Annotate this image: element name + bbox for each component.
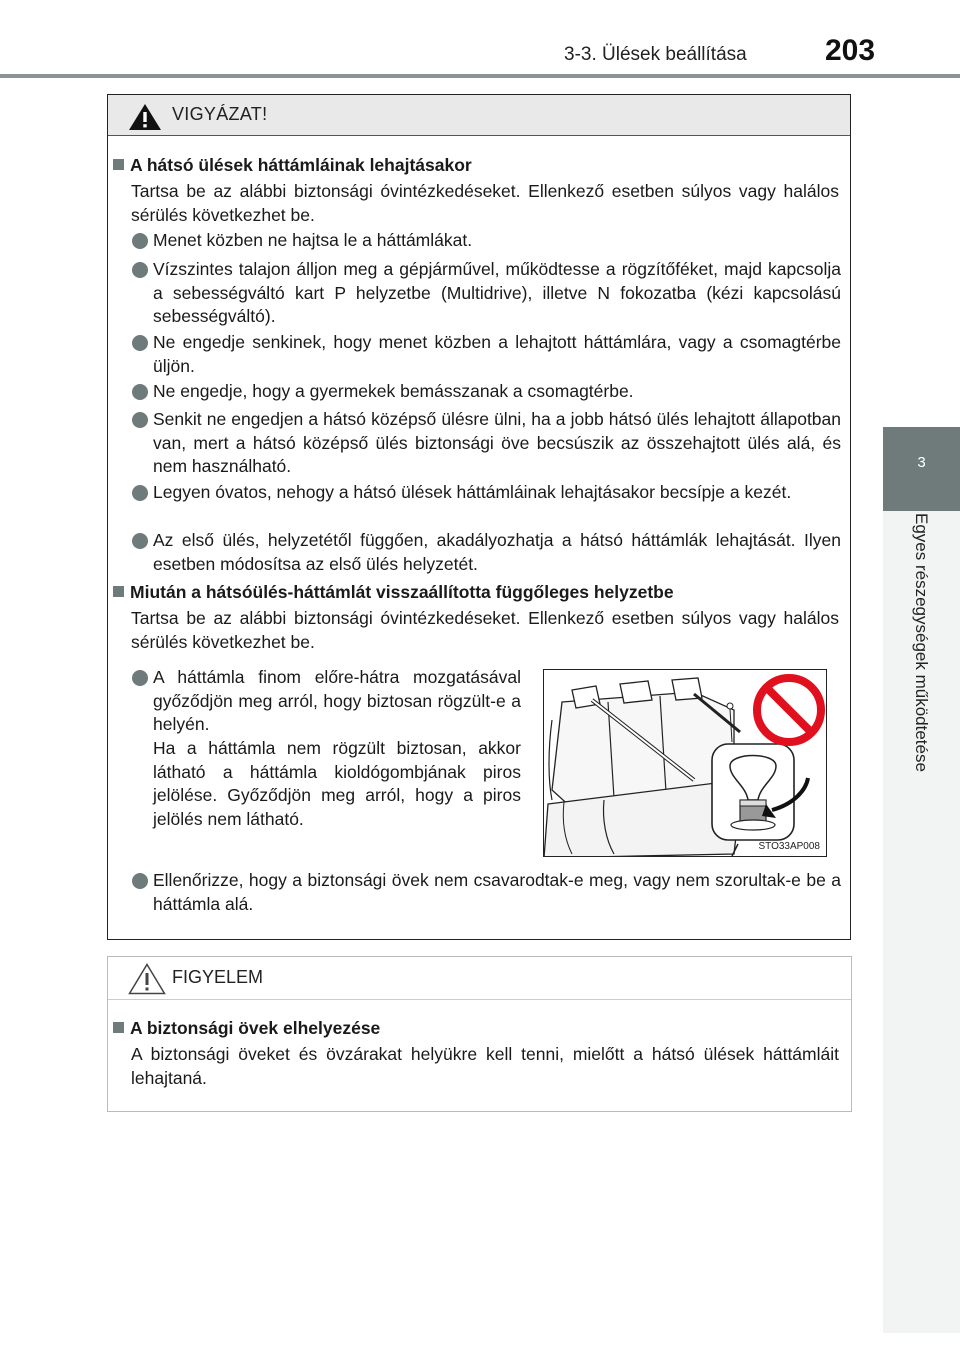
bullet-dot-icon	[132, 670, 148, 686]
square-bullet-icon	[113, 159, 124, 170]
caution-header	[108, 957, 851, 1000]
bullet-dot-icon	[132, 335, 148, 351]
section1-bullet-5: Senkit ne engedjen a hátsó középső ülésre ülni, ha a jobb hátsó ülés lehajtott állapotban van, mert a hátsó középső ülés biztonsági öve becsúszik az összehajtott ülés alá, és nem használható.	[153, 409, 841, 476]
bullet-dot-icon	[132, 412, 148, 428]
section1-bullet-7: Az első ülés, helyzetétől függően, akadályozhatja a hátsó háttámlák lehajtását. Ilyen esetben módosítsa az első ülés helyzetét.	[153, 530, 841, 574]
caution-text: A biztonsági öveket és övzárakat helyükre kell tenni, mielőtt a hátsó ülések háttámláit lehajtaná.	[131, 1044, 839, 1088]
bullet-dot-icon	[132, 485, 148, 501]
caution-title: FIGYELEM	[172, 967, 264, 987]
section2-heading	[113, 581, 674, 604]
section-title: 3-3. Ülések beállítása	[564, 44, 747, 65]
chapter-number: 3	[883, 427, 960, 511]
section1-intro: Tartsa be az alábbi biztonsági óvintézkedéseket. Ellenkező esetben súlyos vagy halálos sérülés következhet be.	[131, 181, 839, 225]
page-number: 203	[825, 34, 876, 67]
bullet-dot-icon	[132, 262, 148, 278]
warning-header	[108, 95, 850, 136]
caution-triangle-icon	[128, 963, 166, 995]
header-rule	[0, 74, 960, 78]
square-bullet-icon	[113, 586, 124, 597]
square-bullet-icon	[113, 1022, 124, 1033]
seat-release-figure	[543, 669, 827, 857]
section1-bullet-4: Ne engedje, hogy a gyermekek bemásszanak a csomagtérbe.	[153, 381, 634, 401]
bullet-dot-icon	[132, 873, 148, 889]
section1-bullet-3: Ne engedje senkinek, hogy menet közben a lehajtott háttámlára, vagy a csomagtérbe üljön.	[153, 332, 841, 376]
bullet-dot-icon	[132, 233, 148, 249]
caution-heading-text: A biztonsági övek elhelyezése	[130, 1018, 381, 1038]
section1-bullet-2: Vízszintes talajon álljon meg a gépjárművel, működtesse a rögzítőféket, majd kapcsolja a sebességváltó kart P helyzetbe (Multidrive), illetve N fokozatba (kézi kapcsolású sebességváltó).	[153, 259, 841, 326]
chapter-title	[876, 513, 960, 873]
section2-intro: Tartsa be az alábbi biztonsági óvintézkedéseket. Ellenkező esetben súlyos vagy halálos sérülés következhet be.	[131, 608, 839, 652]
chapter-title-text: Egyes részegységek működtetése	[912, 513, 931, 772]
bullet-dot-icon	[132, 384, 148, 400]
section1-heading	[113, 154, 472, 177]
section1-bullet-1: Menet közben ne hajtsa le a háttámlákat.	[153, 230, 473, 250]
bullet-dot-icon	[132, 533, 148, 549]
section2-heading-text: Miután a hátsóülés-háttámlát visszaállította függőleges helyzetbe	[130, 582, 674, 602]
warning-title: VIGYÁZAT!	[172, 104, 268, 124]
section1-heading-text: A hátsó ülések háttámláinak lehajtásakor	[130, 155, 472, 175]
section1-bullet-6: Legyen óvatos, nehogy a hátsó ülések háttámláinak lehajtásakor becsípje a kezét.	[153, 482, 792, 502]
section2-bullet-figure: A háttámla finom előre-hátra mozgatásával győződjön meg arról, hogy biztosan rögzült-e a helyén.	[153, 667, 521, 734]
caution-heading	[113, 1017, 380, 1040]
rear-seat-illustration	[544, 670, 827, 857]
section2-last-bullet: Ellenőrizze, hogy a biztonsági övek nem csavarodtak-e meg, vagy nem szorultak-e be a háttámla alá.	[153, 870, 841, 914]
figure-code: STO33AP008	[758, 841, 820, 852]
section2-bullet-figure-cont: Ha a háttámla nem rögzült biztosan, akkor látható a háttámla kioldógombjának piros jelölése. Győződjön meg arról, hogy a piros jelölés nem látható.	[153, 738, 521, 829]
warning-triangle-icon	[128, 103, 162, 131]
